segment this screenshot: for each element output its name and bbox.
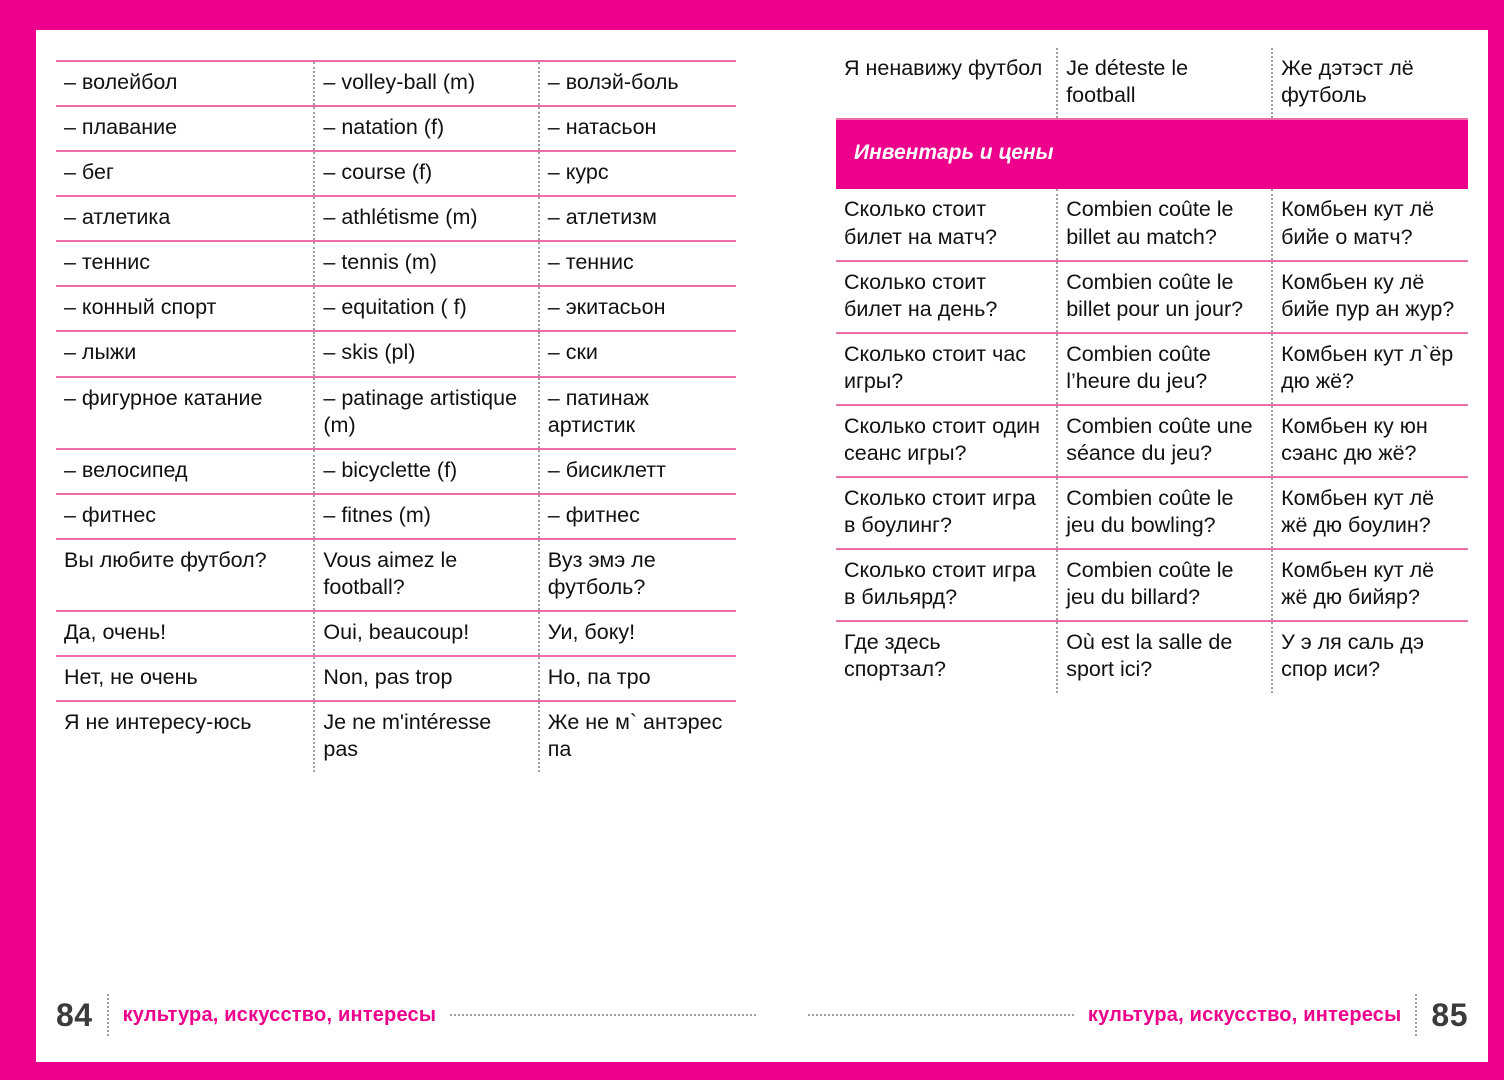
- table-row: [836, 621, 1468, 692]
- bleed-edge-top: [0, 0, 1504, 30]
- cell-russian: Я ненавижу футбол: [836, 48, 1057, 119]
- table-row: [56, 656, 736, 701]
- cell-french: Combien coûte le jeu du billard?: [1057, 549, 1272, 621]
- cell-transcription: – фитнес: [539, 494, 736, 539]
- cell-french: Combien coûte une séance du jeu?: [1057, 405, 1272, 477]
- page-number-left: 84: [56, 996, 93, 1033]
- cell-russian: Я не интересу-юсь: [56, 701, 314, 772]
- cell-russian: Вы любите футбол?: [56, 539, 314, 611]
- cell-russian: – атлетика: [56, 196, 314, 241]
- table-row: [56, 241, 736, 286]
- bleed-edge-left: [0, 0, 36, 1080]
- cell-russian: Где здесь спортзал?: [836, 621, 1057, 692]
- cell-russian: – фигурное катание: [56, 377, 314, 449]
- cell-transcription: – ски: [539, 331, 736, 376]
- section-title: Инвентарь и цены: [844, 127, 1458, 180]
- cell-french: Combien coûte le billet au match?: [1057, 189, 1272, 260]
- table-row: [836, 477, 1468, 549]
- cell-french: – bicyclette (f): [314, 449, 538, 494]
- cell-transcription: – натасьон: [539, 106, 736, 151]
- footer-dotline-right: [808, 1014, 1074, 1016]
- cell-transcription: – курс: [539, 151, 736, 196]
- cell-russian: – лыжи: [56, 331, 314, 376]
- cell-russian: – плавание: [56, 106, 314, 151]
- bleed-edge-right: [1488, 0, 1504, 1080]
- cell-russian: – велосипед: [56, 449, 314, 494]
- table-row: [836, 189, 1468, 260]
- footer-divider-right: [1415, 994, 1417, 1036]
- cell-russian: Сколько стоит один сеанс игры?: [836, 405, 1057, 477]
- cell-transcription: Комбьен кут л`ёр дю жё?: [1272, 333, 1468, 405]
- table-row: [56, 62, 736, 106]
- cell-russian: Да, очень!: [56, 611, 314, 656]
- cell-russian: Сколько стоит билет на матч?: [836, 189, 1057, 260]
- cell-transcription: Вуз эмэ ле футболь?: [539, 539, 736, 611]
- cell-russian: – волейбол: [56, 62, 314, 106]
- table-row: [56, 377, 736, 449]
- cell-transcription: – атлетизм: [539, 196, 736, 241]
- cell-russian: Сколько стоит игра в боулинг?: [836, 477, 1057, 549]
- cell-transcription: – волэй-боль: [539, 62, 736, 106]
- cell-french: Non, pas trop: [314, 656, 538, 701]
- cell-french: – tennis (m): [314, 241, 538, 286]
- cell-transcription: Же не м` антэрес па: [547, 710, 723, 762]
- table-row: [836, 261, 1468, 333]
- page-left: [36, 30, 796, 1062]
- cell-french: Combien coûte le jeu du bowling?: [1057, 477, 1272, 549]
- table-row: [56, 611, 736, 656]
- cell-transcription: Комбьен ку лё бийе пур ан жур?: [1272, 261, 1468, 333]
- cell-french: – patinage artistique (m): [314, 377, 538, 449]
- table-row: [836, 48, 1468, 119]
- table-row: [836, 405, 1468, 477]
- cell-french: Vous aimez le football?: [314, 539, 538, 611]
- table-row: [56, 701, 736, 772]
- phrase-table-left: [56, 62, 736, 772]
- bleed-edge-bottom: [0, 1062, 1504, 1080]
- cell-transcription: – бисиклетт: [539, 449, 736, 494]
- cell-transcription: Уи, боку!: [539, 611, 736, 656]
- footer-dotline-left: [450, 1014, 756, 1016]
- cell-transcription: Комбьен кут лё бийе о матч?: [1272, 189, 1468, 260]
- cell-transcription: – теннис: [539, 241, 736, 286]
- cell-russian: Сколько стоит билет на день?: [836, 261, 1057, 333]
- cell-transcription: Но, па тро: [539, 656, 736, 701]
- cell-russian: – теннис: [56, 241, 314, 286]
- cell-french: – course (f): [314, 151, 538, 196]
- footer-caption-left: культура, искусство, интересы: [122, 1003, 437, 1026]
- table-row: [56, 106, 736, 151]
- table-row: [56, 449, 736, 494]
- cell-french: – athlétisme (m): [314, 196, 538, 241]
- footer-left: [56, 994, 756, 1036]
- cell-french: Combien coûte l’heure du jeu?: [1057, 333, 1272, 405]
- cell-french: – natation (f): [314, 106, 538, 151]
- page-number-right: 85: [1431, 996, 1468, 1033]
- footer-divider-left: [107, 994, 109, 1036]
- cell-french: Je déteste le football: [1057, 48, 1272, 119]
- cell-french: Où est la salle de sport ici?: [1057, 621, 1272, 692]
- table-row: [56, 286, 736, 331]
- table-row: [836, 549, 1468, 621]
- cell-transcription: – патинаж артистик: [539, 377, 736, 449]
- table-row: [56, 539, 736, 611]
- cell-transcription: Же дэтэст лё футболь: [1272, 48, 1468, 119]
- cell-russian: Сколько стоит час игры?: [836, 333, 1057, 405]
- cell-transcription: Комбьен кут лё жё дю боулин?: [1272, 477, 1468, 549]
- cell-french: Je ne m'intéresse pas: [314, 701, 538, 772]
- table-row: [56, 331, 736, 376]
- cell-french: – skis (pl): [314, 331, 538, 376]
- cell-russian: – фитнес: [56, 494, 314, 539]
- table-row: [836, 333, 1468, 405]
- cell-french: – fitnes (m): [314, 494, 538, 539]
- section-band-cell: [836, 119, 1468, 189]
- cell-russian: Нет, не очень: [56, 656, 314, 701]
- cell-transcription: – экитасьон: [539, 286, 736, 331]
- cell-transcription: Комбьен кут лё жё дю бийяр?: [1272, 549, 1468, 621]
- phrase-table-right: [836, 48, 1468, 693]
- table-row: [56, 494, 736, 539]
- table-row: [56, 196, 736, 241]
- section-band-row: [836, 119, 1468, 189]
- table-row: [56, 151, 736, 196]
- footer-right: [808, 994, 1468, 1036]
- page-right: [796, 30, 1488, 1062]
- cell-french: – equitation ( f): [314, 286, 538, 331]
- cell-russian: Сколько стоит игра в бильярд?: [836, 549, 1057, 621]
- cell-russian: – бег: [56, 151, 314, 196]
- cell-french: – volley-ball (m): [314, 62, 538, 106]
- cell-french: Combien coûte le billet pour un jour?: [1057, 261, 1272, 333]
- cell-transcription: У э ля саль дэ спор иси?: [1281, 630, 1424, 682]
- cell-french: Oui, beaucoup!: [314, 611, 538, 656]
- cell-transcription: Комбьен ку юн сэанс дю жё?: [1272, 405, 1468, 477]
- footer-caption-right: культура, искусство, интересы: [1087, 1003, 1402, 1026]
- cell-russian: – конный спорт: [56, 286, 314, 331]
- paper-surface: [36, 30, 1488, 1062]
